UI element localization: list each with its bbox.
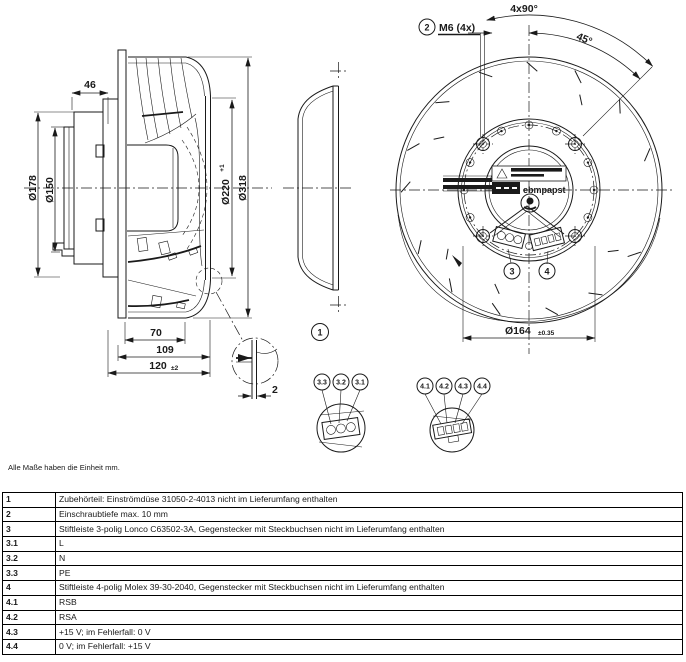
- dim-120: 120: [149, 360, 167, 372]
- table-row: [3, 551, 683, 566]
- row-id: 3.3: [3, 566, 56, 581]
- row-id: 4.2: [3, 610, 56, 625]
- m6-label: [419, 19, 492, 137]
- table-row: [3, 566, 683, 581]
- side-dimensions: [27, 57, 252, 377]
- callout-2: 2: [424, 22, 430, 33]
- callout-4: 4: [544, 266, 550, 277]
- dim-d164: Ø164: [505, 325, 531, 337]
- row-desc: PE: [56, 566, 683, 581]
- spec-table-body: [3, 493, 683, 655]
- row-desc: Zubehörteil: Einströmdüse 31050-2-4013 nicht im Lieferumfang enthalten: [56, 493, 683, 508]
- dim-d164-tol: ±0.35: [538, 330, 555, 337]
- dim-70: 70: [150, 327, 162, 339]
- impeller-bottom-section: [128, 230, 211, 318]
- wire-bundle: [443, 176, 492, 191]
- dim-46: 46: [84, 79, 96, 91]
- table-row: [3, 581, 683, 596]
- dim-120-tol: ±2: [171, 365, 179, 372]
- pin-3-1: 3.1: [355, 379, 365, 387]
- dim-d178: Ø178: [27, 175, 39, 201]
- row-desc: L: [56, 537, 683, 552]
- table-row: [3, 595, 683, 610]
- rating-label: [492, 166, 566, 195]
- detail-arrow: [238, 354, 251, 362]
- table-row: [3, 610, 683, 625]
- dim-45: 45°: [574, 30, 594, 48]
- pin-3-3: 3.3: [317, 379, 327, 387]
- dim-d150: Ø150: [44, 177, 56, 203]
- dim-d318: Ø318: [237, 175, 249, 201]
- row-id: 4.1: [3, 595, 56, 610]
- m6-hole-ne: [565, 134, 585, 154]
- row-desc: N: [56, 551, 683, 566]
- connector-3: [493, 227, 526, 249]
- dim-109: 109: [156, 344, 174, 356]
- table-row: [3, 493, 683, 508]
- side-view: [24, 50, 278, 399]
- table-row: [3, 537, 683, 552]
- dim-d220: Ø220: [220, 179, 232, 205]
- detail-dim-2: 2: [272, 384, 278, 396]
- m6-hole-sw: [473, 226, 493, 246]
- table-row: [3, 639, 683, 654]
- row-id: 3: [3, 522, 56, 537]
- connector-3-detail: [314, 374, 368, 452]
- pin-3-2: 3.2: [336, 379, 346, 387]
- table-row: [3, 522, 683, 537]
- row-id: 4.3: [3, 625, 56, 640]
- m6-label-text: M6 (4x): [439, 22, 476, 34]
- callout-3: 3: [509, 266, 515, 277]
- dim-d220-tol: +1: [219, 164, 226, 172]
- table-row: [3, 507, 683, 522]
- brand-logo: ebmpapst: [523, 185, 566, 195]
- pin-4-2: 4.2: [439, 383, 449, 391]
- pin-4-4: 4.4: [477, 383, 487, 391]
- rotor-cup: [127, 118, 207, 266]
- row-desc: 0 V; im Fehlerfall: +15 V: [56, 639, 683, 654]
- row-desc: Stiftleiste 4-polig Molex 39-30-2040, Gegenstecker mit Steckbuchsen nicht im Lieferumfang enthalten: [56, 581, 683, 596]
- blade-arc-arrow: [452, 255, 462, 267]
- row-desc: RSA: [56, 610, 683, 625]
- row-desc: RSB: [56, 595, 683, 610]
- edge-detail: [196, 268, 278, 399]
- mounting-plate: [118, 50, 126, 318]
- angle-dimensions: [487, 3, 653, 136]
- m6-hole-nw: [473, 134, 493, 154]
- units-note: Alle Maße haben die Einheit mm.: [8, 463, 120, 472]
- spec-table: [2, 492, 683, 655]
- row-id: 4: [3, 581, 56, 596]
- pin-4-1: 4.1: [420, 383, 430, 391]
- connector-4-detail: [417, 378, 490, 452]
- row-desc: Einschraubtiefe max. 10 mm: [56, 507, 683, 522]
- callout-1: 1: [317, 327, 323, 338]
- front-view: [390, 3, 673, 354]
- m6-hole-se: [565, 226, 585, 246]
- row-desc: Stiftleiste 3-polig Lonco C63502-3A, Gegenstecker mit Steckbuchsen nicht im Lieferumfang enthalten: [56, 522, 683, 537]
- row-id: 3.1: [3, 537, 56, 552]
- row-desc: +15 V; im Fehlerfall: 0 V: [56, 625, 683, 640]
- row-id: 1: [3, 493, 56, 508]
- inlet-nozzle-view: [283, 62, 352, 341]
- row-id: 4.4: [3, 639, 56, 654]
- shaft-center: [527, 198, 534, 205]
- dim-4x90: 4x90°: [510, 3, 538, 15]
- pin-4-3: 4.3: [458, 383, 468, 391]
- table-row: [3, 625, 683, 640]
- row-id: 2: [3, 507, 56, 522]
- row-id: 3.2: [3, 551, 56, 566]
